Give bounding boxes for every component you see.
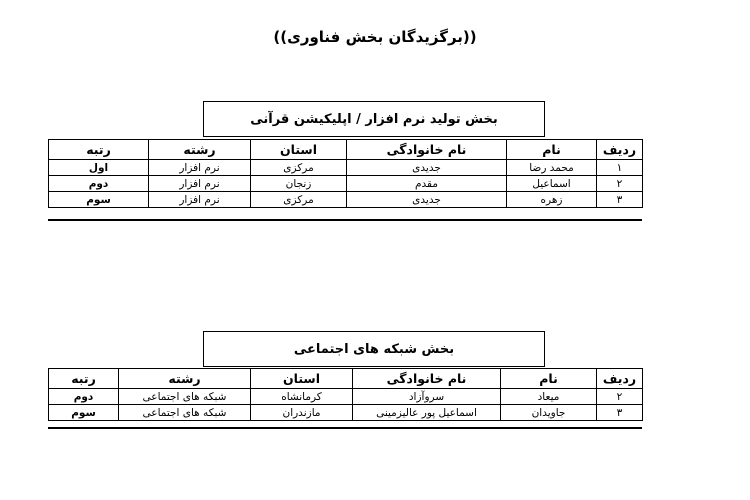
software-winners-table <box>48 139 643 208</box>
table-header-row <box>49 369 643 389</box>
social-winners-table <box>48 368 643 421</box>
table-row <box>49 192 643 208</box>
cell-index: ۱ <box>597 160 643 176</box>
cell-last-name: جدیدی <box>347 160 507 176</box>
page-title: ((برگزیدگان بخش فناوری)) <box>273 28 477 46</box>
cell-first-name: زهره <box>507 192 597 208</box>
section-title-software <box>203 101 545 137</box>
section-title-software-text: بخش تولید نرم افزار / اپلیکیشن قرآنی <box>250 111 498 127</box>
cell-province: مرکزی <box>251 160 347 176</box>
cell-rank: دوم <box>49 176 149 192</box>
cell-index: ۳ <box>597 192 643 208</box>
header-index: ردیف <box>597 140 643 160</box>
cell-field: نرم افزار <box>149 160 251 176</box>
header-province: استان <box>251 140 347 160</box>
header-first-name: نام <box>501 369 597 389</box>
table-row <box>49 405 643 421</box>
section-title-social-text: بخش شبکه های اجتماعی <box>293 341 455 357</box>
cell-field: نرم افزار <box>149 192 251 208</box>
table-bottom-rule <box>48 427 642 429</box>
header-rank: رتبه <box>49 140 149 160</box>
header-field: رشته <box>119 369 251 389</box>
cell-first-name: اسماعیل <box>507 176 597 192</box>
cell-index: ۳ <box>597 405 643 421</box>
header-rank: رتبه <box>49 369 119 389</box>
table-row <box>49 389 643 405</box>
header-field: رشته <box>149 140 251 160</box>
cell-province: کرمانشاه <box>251 389 353 405</box>
cell-province: مازندران <box>251 405 353 421</box>
cell-first-name: جاویدان <box>501 405 597 421</box>
cell-first-name: میعاد <box>501 389 597 405</box>
section-title-social <box>203 331 545 367</box>
header-index: ردیف <box>597 369 643 389</box>
cell-index: ۲ <box>597 389 643 405</box>
cell-field: شبکه های اجتماعی <box>119 389 251 405</box>
header-first-name: نام <box>507 140 597 160</box>
cell-rank: دوم <box>49 389 119 405</box>
table-bottom-rule <box>48 219 642 221</box>
cell-last-name: مقدم <box>347 176 507 192</box>
cell-first-name: محمد رضا <box>507 160 597 176</box>
cell-rank: اول <box>49 160 149 176</box>
cell-last-name: اسماعیل پور عالیزمینی <box>353 405 501 421</box>
header-province: استان <box>251 369 353 389</box>
header-last-name: نام خانوادگی <box>353 369 501 389</box>
cell-field: شبکه های اجتماعی <box>119 405 251 421</box>
table-row <box>49 160 643 176</box>
cell-rank: سوم <box>49 405 119 421</box>
cell-field: نرم افزار <box>149 176 251 192</box>
cell-province: مرکزی <box>251 192 347 208</box>
header-last-name: نام خانوادگی <box>347 140 507 160</box>
cell-province: زنجان <box>251 176 347 192</box>
cell-index: ۲ <box>597 176 643 192</box>
table-header-row <box>49 140 643 160</box>
cell-rank: سوم <box>49 192 149 208</box>
cell-last-name: جدیدی <box>347 192 507 208</box>
cell-last-name: سروآزاد <box>353 389 501 405</box>
table-row <box>49 176 643 192</box>
